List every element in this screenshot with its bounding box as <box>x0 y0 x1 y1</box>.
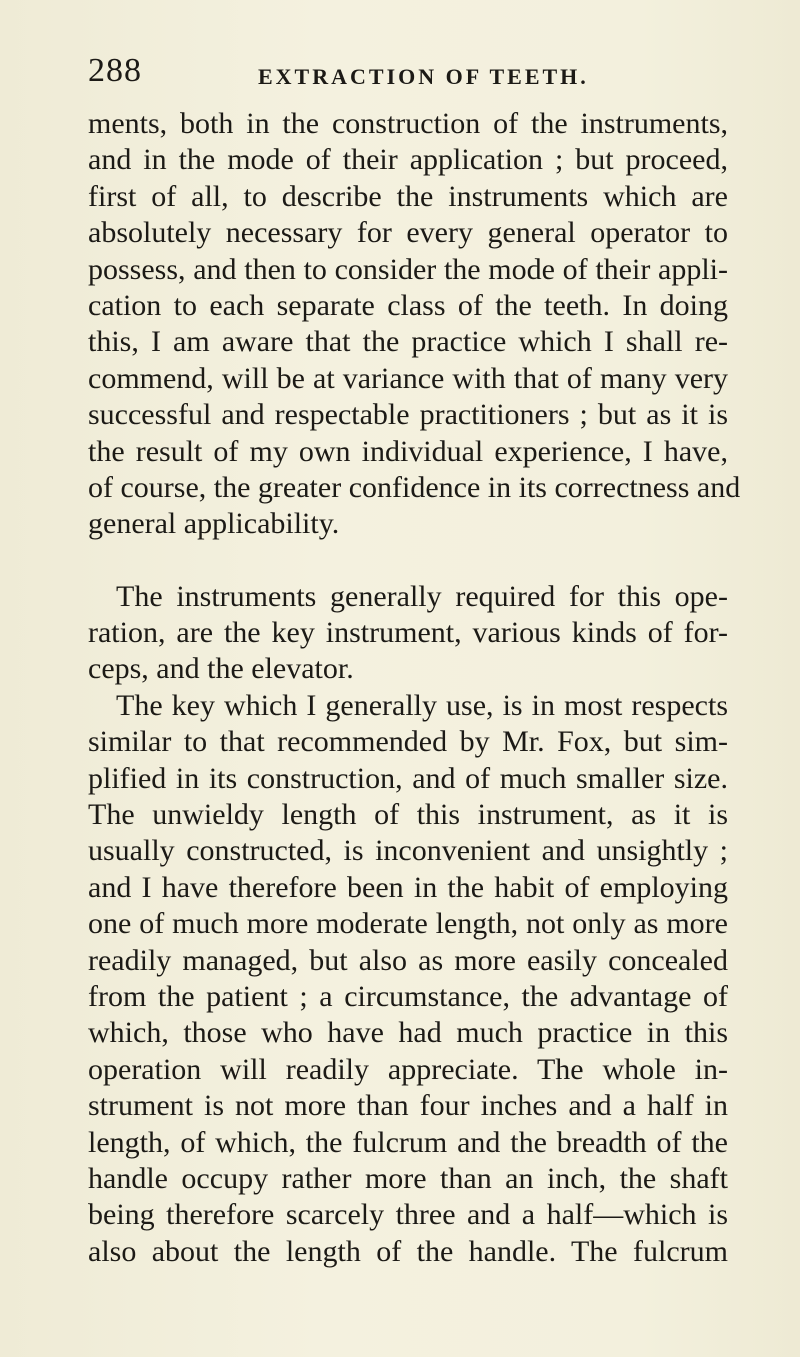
paragraph-gap <box>88 543 728 579</box>
text-line: commend, will be at variance with that of many very <box>88 361 728 395</box>
text-line: the result of my own individual experience, I have, <box>88 434 728 468</box>
text-line: general applicability. <box>88 507 340 541</box>
text-line: ments, both in the construction of the instruments, <box>88 107 728 140</box>
text-line: The instruments generally required for this ope- <box>116 579 728 613</box>
text-line: The unwieldy length of this instrument, as it is <box>88 798 728 832</box>
text-line: successful and respectable practitioners ; but as it is <box>88 398 728 432</box>
text-line: from the patient ; a circumstance, the advantage of <box>88 979 728 1013</box>
text-line: absolutely necessary for every general operator to <box>88 216 728 250</box>
text-line: ceps, and the elevator. <box>88 652 354 686</box>
body-text <box>88 106 741 1270</box>
running-head: EXTRACTION OF TEETH. <box>258 64 589 89</box>
text-line: also about the length of the handle. The fulcrum <box>88 1234 728 1268</box>
page-header <box>0 50 800 100</box>
text-line: one of much more moderate length, not only as more <box>88 907 728 941</box>
text-line: ration, are the key instrument, various kinds of for- <box>88 616 728 650</box>
text-line: this, I am aware that the practice which I shall re- <box>88 325 728 359</box>
text-line: cation to each separate class of the teeth. In doing <box>88 288 728 322</box>
text-line: plified in its construction, and of much smaller size. <box>88 761 728 795</box>
text-line: handle occupy rather more than an inch, the shaft <box>88 1161 728 1195</box>
paragraph-3 <box>88 688 728 1270</box>
paragraph-1 <box>88 106 741 543</box>
text-line: usually constructed, is inconvenient and unsightly ; <box>88 834 728 868</box>
text-line: of course, the greater confidence in its correctness and <box>88 470 741 504</box>
text-line: and in the mode of their application ; but proceed, <box>88 143 728 177</box>
text-line: operation will readily appreciate. The whole in- <box>88 1052 728 1086</box>
text-line: similar to that recommended by Mr. Fox, but sim- <box>88 725 728 759</box>
text-line: readily managed, but also as more easily concealed <box>88 943 728 977</box>
text-line: possess, and then to consider the mode of their appli- <box>88 252 728 286</box>
text-line: being therefore scarcely three and a half—which is <box>88 1198 728 1232</box>
text-line: length, of which, the fulcrum and the breadth of the <box>88 1125 728 1159</box>
text-line: The key which I generally use, is in most respects <box>116 688 728 722</box>
text-line: which, those who have had much practice in this <box>88 1016 728 1050</box>
text-line: and I have therefore been in the habit of employing <box>88 870 728 904</box>
text-line: strument is not more than four inches and a half in <box>88 1089 728 1123</box>
page-number: 288 <box>88 52 142 89</box>
text-line: first of all, to describe the instruments which are <box>88 179 728 213</box>
paragraph-2 <box>88 579 728 688</box>
